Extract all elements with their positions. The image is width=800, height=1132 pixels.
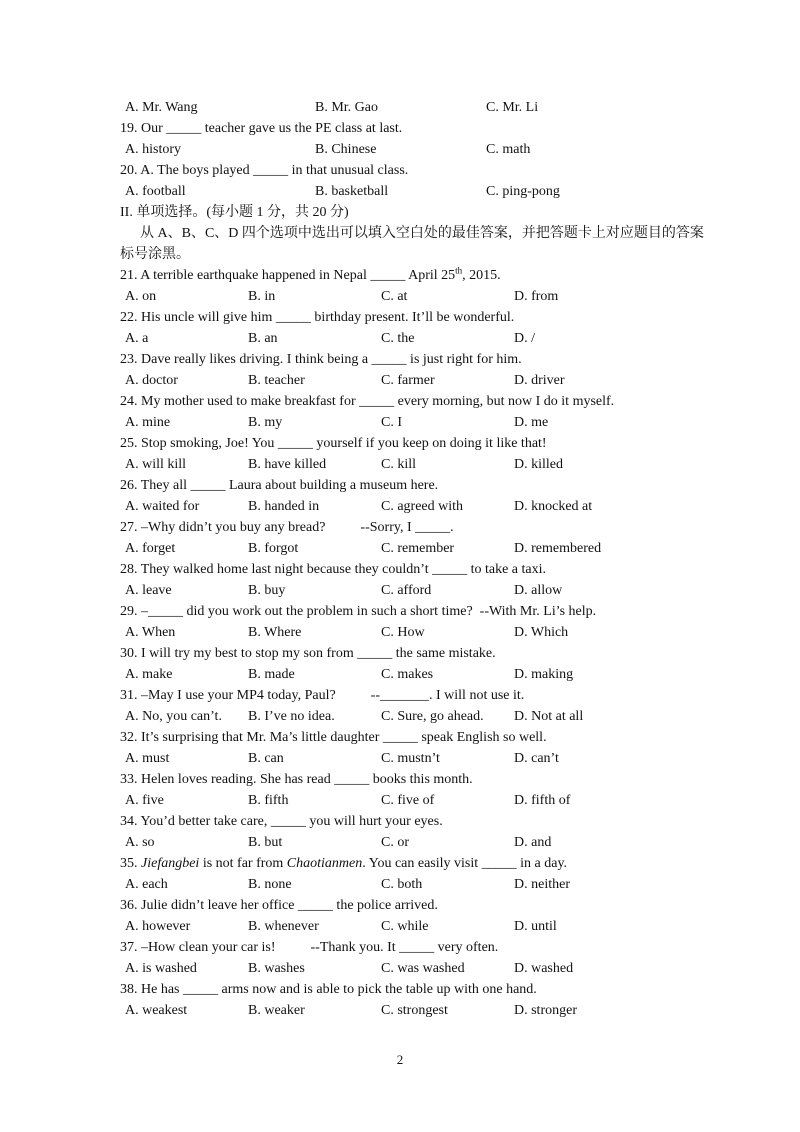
section-title-line bbox=[0, 202, 800, 223]
q24-options bbox=[0, 412, 800, 433]
option-a: A. each bbox=[125, 877, 168, 892]
option-a: A. mine bbox=[125, 415, 171, 430]
option-b: B. Chinese bbox=[315, 142, 377, 157]
option-b: B. Mr. Gao bbox=[315, 100, 378, 115]
option-c: C. agreed with bbox=[381, 499, 464, 514]
question-number: 28. bbox=[120, 562, 138, 577]
option-d: D. can’t bbox=[514, 751, 559, 766]
q33-stem bbox=[0, 769, 800, 790]
question-text: My mother used to make breakfast for _____ every morning, but now I do it myself. bbox=[141, 394, 615, 409]
question-number: 35. bbox=[120, 856, 138, 871]
question-number: 19. bbox=[120, 121, 138, 136]
option-d: D. killed bbox=[514, 457, 563, 472]
option-c: C. afford bbox=[381, 583, 432, 598]
q19-options bbox=[0, 139, 800, 160]
option-b: B. an bbox=[248, 331, 278, 346]
q23-stem bbox=[0, 349, 800, 370]
option-d: D. stronger bbox=[514, 1003, 577, 1018]
option-d: D. and bbox=[514, 835, 552, 850]
option-a: A. five bbox=[125, 793, 164, 808]
option-c: C. while bbox=[381, 919, 429, 934]
option-b: B. washes bbox=[248, 961, 305, 976]
question-text: A. The boys played _____ in that unusual class. bbox=[140, 163, 409, 178]
option-b: B. basketball bbox=[315, 184, 389, 199]
question-number: 34. bbox=[120, 814, 138, 829]
q36-stem bbox=[0, 895, 800, 916]
option-b: B. but bbox=[248, 835, 283, 850]
q26-options bbox=[0, 496, 800, 517]
section-instruction-line bbox=[0, 223, 800, 265]
option-b: B. buy bbox=[248, 583, 286, 598]
q19-stem bbox=[0, 118, 800, 139]
q28-stem bbox=[0, 559, 800, 580]
question-number: 31. bbox=[120, 688, 138, 703]
question-text: They walked home last night because they couldn’t _____ to take a taxi. bbox=[140, 562, 546, 577]
question-number: 30. bbox=[120, 646, 138, 661]
q27-options bbox=[0, 538, 800, 559]
question-text: Julie didn’t leave her office _____ the police arrived. bbox=[141, 898, 438, 913]
q23-options bbox=[0, 370, 800, 391]
question-number: 25. bbox=[120, 436, 138, 451]
question-text: You’d better take care, _____ you will hurt your eyes. bbox=[140, 814, 443, 829]
q37-stem bbox=[0, 937, 800, 958]
question-text: It’s surprising that Mr. Ma’s little daughter _____ speak English so well. bbox=[141, 730, 547, 745]
q32-options bbox=[0, 748, 800, 769]
question-number: 27. bbox=[120, 520, 138, 535]
q20-stem bbox=[0, 160, 800, 181]
option-c: C. remember bbox=[381, 541, 455, 556]
q24-stem bbox=[0, 391, 800, 412]
option-a: A. weakest bbox=[125, 1003, 188, 1018]
option-b: B. forgot bbox=[248, 541, 299, 556]
question-number: 38. bbox=[120, 982, 138, 997]
option-d: D. me bbox=[514, 415, 549, 430]
option-b: B. have killed bbox=[248, 457, 327, 472]
q32-stem bbox=[0, 727, 800, 748]
option-d: D. remembered bbox=[514, 541, 602, 556]
q25-options bbox=[0, 454, 800, 475]
q26-stem bbox=[0, 475, 800, 496]
question-number: 26. bbox=[120, 478, 138, 493]
q34-options bbox=[0, 832, 800, 853]
option-b: B. my bbox=[248, 415, 283, 430]
q38-stem bbox=[0, 979, 800, 1000]
option-a: A. doctor bbox=[125, 373, 178, 388]
option-c: C. or bbox=[381, 835, 409, 850]
option-d: D. fifth of bbox=[514, 793, 571, 808]
option-a: A. football bbox=[125, 184, 186, 199]
question-text: His uncle will give him _____ birthday present. It’ll be wonderful. bbox=[141, 310, 515, 325]
question-number: 37. bbox=[120, 940, 138, 955]
option-a: A. forget bbox=[125, 541, 176, 556]
question-text: I will try my best to stop my son from _____ the same mistake. bbox=[141, 646, 496, 661]
question-text: –May I use your MP4 today, Paul? --_______. I will not use it. bbox=[141, 688, 525, 703]
q31-stem bbox=[0, 685, 800, 706]
q37-options bbox=[0, 958, 800, 979]
option-a: A. make bbox=[125, 667, 173, 682]
question-text: –Why didn’t you buy any bread? --Sorry, I _____. bbox=[141, 520, 454, 535]
option-b: B. in bbox=[248, 289, 276, 304]
option-c: C. five of bbox=[381, 793, 435, 808]
option-c: C. mustn’t bbox=[381, 751, 440, 766]
option-b: B. fifth bbox=[248, 793, 289, 808]
option-d: D. knocked at bbox=[514, 499, 593, 514]
q28-options bbox=[0, 580, 800, 601]
option-a: A. on bbox=[125, 289, 157, 304]
option-b: B. none bbox=[248, 877, 292, 892]
question-text: Dave really likes driving. I think being a _____ is just right for him. bbox=[141, 352, 522, 367]
option-d: D. driver bbox=[514, 373, 565, 388]
option-d: D. Not at all bbox=[514, 709, 584, 724]
question-number: 24. bbox=[120, 394, 138, 409]
q20-options bbox=[0, 181, 800, 202]
q30-options bbox=[0, 664, 800, 685]
option-b: B. whenever bbox=[248, 919, 319, 934]
option-d: D. / bbox=[514, 331, 535, 346]
option-a: A. is washed bbox=[125, 961, 197, 976]
q25-stem bbox=[0, 433, 800, 454]
option-c: C. at bbox=[381, 289, 408, 304]
option-c: C. How bbox=[381, 625, 425, 640]
question-text: –_____ did you work out the problem in such a short time? --With Mr. Li’s help. bbox=[141, 604, 597, 619]
question-text: A terrible earthquake happened in Nepal _____ April 25th, 2015. bbox=[140, 265, 501, 283]
option-b: B. can bbox=[248, 751, 284, 766]
option-a: A. so bbox=[125, 835, 155, 850]
q21-stem bbox=[0, 265, 800, 286]
option-d: D. from bbox=[514, 289, 559, 304]
option-b: B. made bbox=[248, 667, 295, 682]
q31-options bbox=[0, 706, 800, 727]
q36-options bbox=[0, 916, 800, 937]
q33-options bbox=[0, 790, 800, 811]
section-title: II. 单项选择。(每小题 1 分，共 20 分) bbox=[120, 205, 349, 220]
section-instruction: 从 A、B、C、D 四个选项中选出可以填入空白处的最佳答案，并把答题卡上对应题目的答案标号涂黑。 bbox=[120, 226, 704, 262]
q22-stem bbox=[0, 307, 800, 328]
q29-stem bbox=[0, 601, 800, 622]
option-b: B. I’ve no idea. bbox=[248, 709, 335, 724]
option-c: C. strongest bbox=[381, 1003, 448, 1018]
question-number: 22. bbox=[120, 310, 138, 325]
option-d: D. making bbox=[514, 667, 574, 682]
option-c: C. I bbox=[381, 415, 402, 430]
option-c: C. kill bbox=[381, 457, 417, 472]
option-a: A. will kill bbox=[125, 457, 187, 472]
option-b: B. teacher bbox=[248, 373, 305, 388]
option-a: A. waited for bbox=[125, 499, 200, 514]
option-b: B. handed in bbox=[248, 499, 320, 514]
q18-options bbox=[0, 97, 800, 118]
option-a: A. leave bbox=[125, 583, 172, 598]
option-d: D. neither bbox=[514, 877, 570, 892]
option-c: C. makes bbox=[381, 667, 434, 682]
q22-options bbox=[0, 328, 800, 349]
option-c: C. farmer bbox=[381, 373, 435, 388]
q27-stem bbox=[0, 517, 800, 538]
option-b: B. weaker bbox=[248, 1003, 305, 1018]
q38-options bbox=[0, 1000, 800, 1021]
question-text: –How clean your car is! --Thank you. It _____ very often. bbox=[141, 940, 499, 955]
question-number: 32. bbox=[120, 730, 138, 745]
question-text: Jiefangbei is not far from Chaotianmen. You can easily visit _____ in a day. bbox=[141, 856, 568, 871]
question-number: 20. bbox=[120, 163, 138, 178]
option-d: D. until bbox=[514, 919, 557, 934]
option-a: A. must bbox=[125, 751, 170, 766]
question-number: 23. bbox=[120, 352, 138, 367]
option-a: A. When bbox=[125, 625, 176, 640]
option-a: A. a bbox=[125, 331, 149, 346]
question-text: Helen loves reading. She has read _____ books this month. bbox=[141, 772, 473, 787]
option-c: C. ping-pong bbox=[486, 184, 560, 199]
option-b: B. Where bbox=[248, 625, 302, 640]
option-a: A. however bbox=[125, 919, 191, 934]
q29-options bbox=[0, 622, 800, 643]
q35-stem bbox=[0, 853, 800, 874]
option-c: C. both bbox=[381, 877, 423, 892]
q35-options bbox=[0, 874, 800, 895]
q21-options bbox=[0, 286, 800, 307]
q30-stem bbox=[0, 643, 800, 664]
question-text: He has _____ arms now and is able to pick the table up with one hand. bbox=[141, 982, 537, 997]
question-number: 21. bbox=[120, 268, 138, 283]
option-c: C. Mr. Li bbox=[486, 100, 539, 115]
option-d: D. washed bbox=[514, 961, 574, 976]
question-number: 29. bbox=[120, 604, 138, 619]
option-a: A. Mr. Wang bbox=[125, 100, 198, 115]
page-number: 2 bbox=[396, 1052, 404, 1067]
question-number: 33. bbox=[120, 772, 138, 787]
option-c: C. was washed bbox=[381, 961, 465, 976]
option-d: D. Which bbox=[514, 625, 569, 640]
option-a: A. No, you can’t. bbox=[125, 709, 222, 724]
option-d: D. allow bbox=[514, 583, 563, 598]
q34-stem bbox=[0, 811, 800, 832]
option-c: C. math bbox=[486, 142, 531, 157]
question-text: They all _____ Laura about building a museum here. bbox=[140, 478, 439, 493]
question-text: Our _____ teacher gave us the PE class at last. bbox=[141, 121, 403, 136]
option-a: A. history bbox=[125, 142, 181, 157]
question-number: 36. bbox=[120, 898, 138, 913]
question-text: Stop smoking, Joe! You _____ yourself if you keep on doing it like that! bbox=[141, 436, 547, 451]
option-c: C. Sure, go ahead. bbox=[381, 709, 484, 724]
option-c: C. the bbox=[381, 331, 415, 346]
